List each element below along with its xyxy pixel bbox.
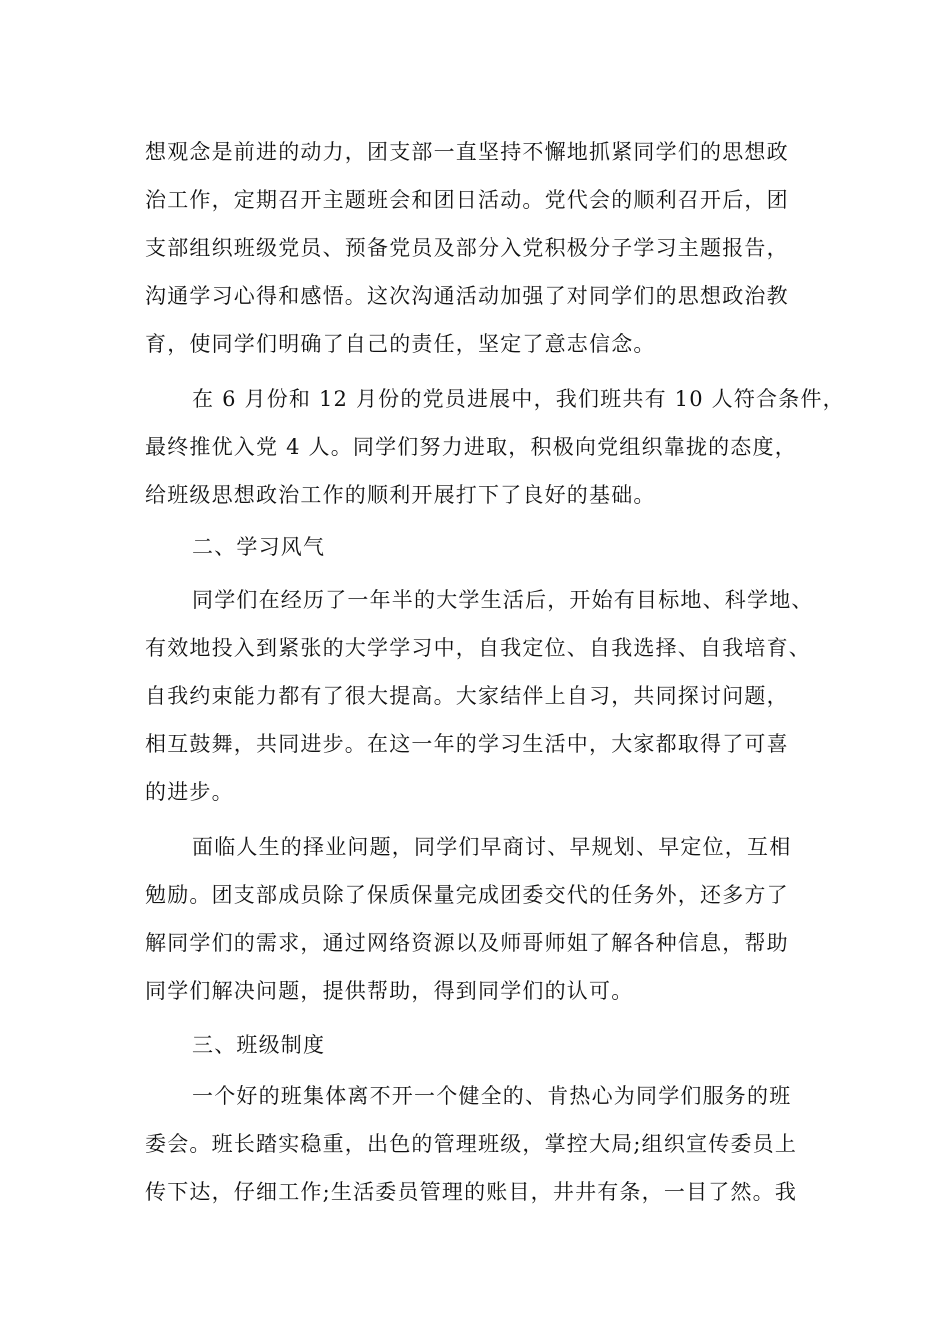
text-line: 解同学们的需求，通过网络资源以及师哥师姐了解各种信息，帮助: [145, 931, 789, 955]
text-line: 治工作，定期召开主题班会和团日活动。党代会的顺利召开后，团: [145, 188, 789, 212]
paragraph-first-line: 一个好的班集体离不开一个健全的、肯热心为同学们服务的班: [192, 1084, 792, 1108]
paragraph-first-line: 在 6 月份和 12 月份的党员进展中，我们班共有 10 人符合条件，: [192, 387, 845, 411]
text-line: 委会。班长踏实稳重，出色的管理班级，掌控大局;组织宣传委员上: [145, 1132, 798, 1156]
text-line: 沟通学习心得和感悟。这次沟通活动加强了对同学们的思想政治教: [145, 284, 789, 308]
text-line: 自我约束能力都有了很大提高。大家结伴上自习，共同探讨问题，: [145, 684, 789, 708]
text-line: 最终推优入党 4 人。同学们努力进取，积极向党组织靠拢的态度，: [145, 435, 797, 459]
text-line: 同学们解决问题，提供帮助，得到同学们的认可。: [145, 979, 634, 1003]
text-line: 育，使同学们明确了自己的责任，坚定了意志信念。: [145, 332, 656, 356]
text-line: 有效地投入到紧张的大学学习中，自我定位、自我选择、自我培育、: [145, 636, 811, 660]
text-line: 相互鼓舞，共同进步。在这一年的学习生活中，大家都取得了可喜: [145, 732, 789, 756]
text-line: 勉励。团支部成员除了保质保量完成团委交代的任务外，还多方了: [145, 883, 789, 907]
text-line: 给班级思想政治工作的顺利开展打下了良好的基础。: [145, 483, 656, 507]
section-heading: 二、学习风气: [192, 535, 326, 559]
paragraph-first-line: 面临人生的择业问题，同学们早商讨、早规划、早定位，互相: [192, 835, 792, 859]
text-line: 传下达，仔细工作;生活委员管理的账目，井井有条，一目了然。我: [145, 1180, 798, 1204]
paragraph-first-line: 同学们在经历了一年半的大学生活后，开始有目标地、科学地、: [192, 588, 814, 612]
text-line: 支部组织班级党员、预备党员及部分入党积极分子学习主题报告，: [145, 236, 789, 260]
text-line: 想观念是前进的动力，团支部一直坚持不懈地抓紧同学们的思想政: [145, 140, 789, 164]
section-heading: 三、班级制度: [192, 1033, 326, 1057]
text-line: 的进步。: [145, 780, 234, 804]
